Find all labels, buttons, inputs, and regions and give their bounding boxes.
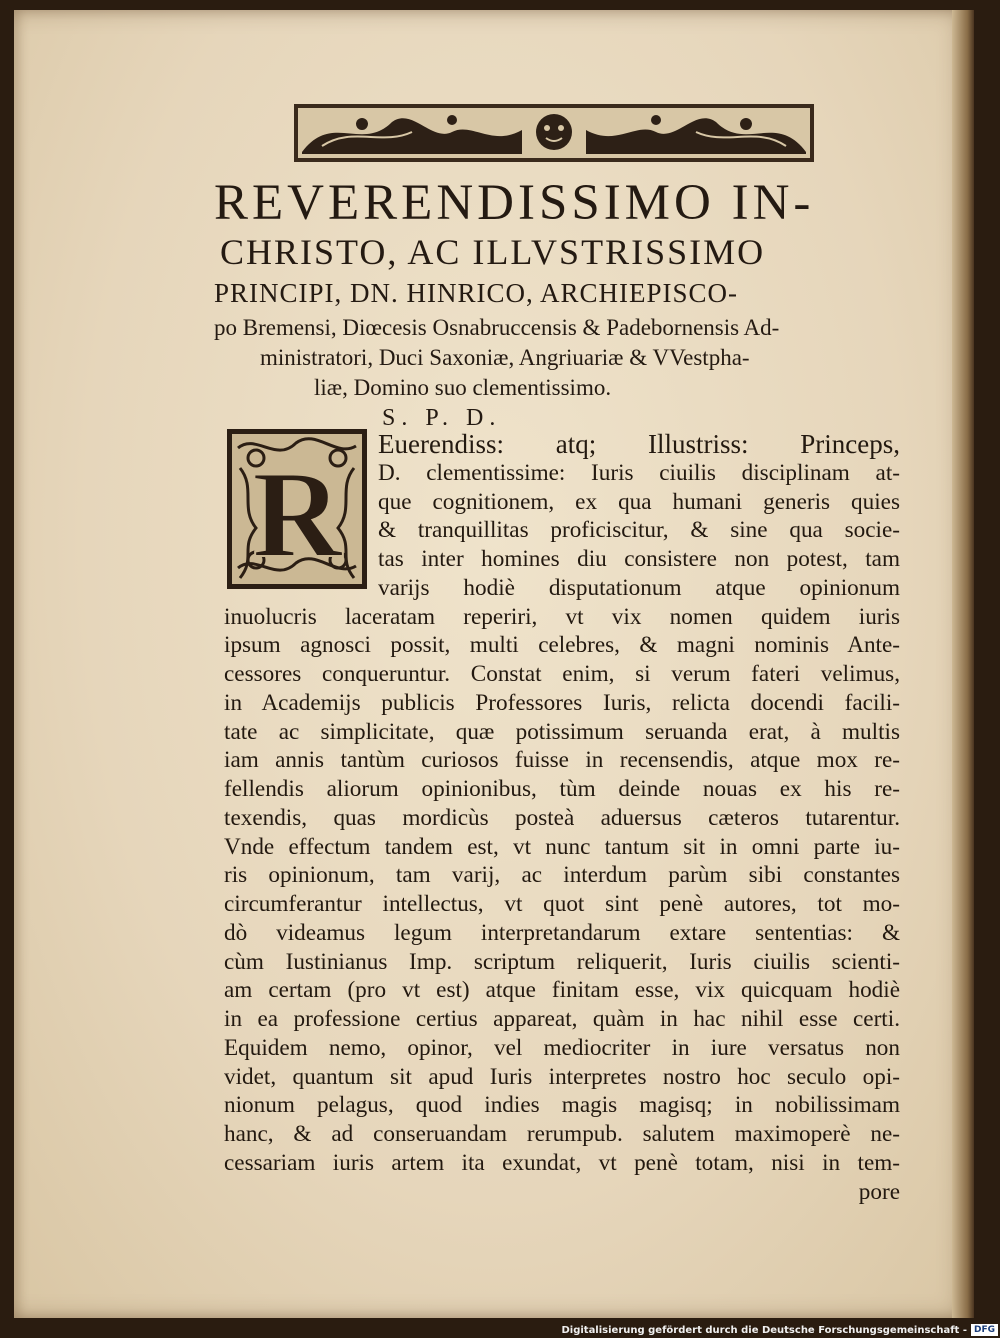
body-line: circumferantur intellectus, vt quot sint penè autores, tot mo-: [224, 891, 900, 917]
heading-line-1: REVERENDISSIMO IN-: [214, 175, 815, 231]
body-line: dò videamus legum interpretandarum extare sententias: &: [224, 919, 900, 946]
body-line: que cognitionem, ex qua humani generis quies: [378, 488, 900, 515]
body-line: cessariam iuris artem ita exundat, vt penè totam, nisi in tem-: [224, 1149, 900, 1176]
ornamental-headpiece: [292, 102, 816, 164]
heading-line-6: liæ, Domino suo clementissimo.: [314, 375, 612, 400]
body-line: D. clementissime: Iuris ciuilis disciplinam at-: [378, 459, 900, 486]
heading-line-5: ministratori, Duci Saxoniæ, Angriuariæ & VVestpha-: [260, 345, 750, 370]
initial-letter: R: [252, 446, 342, 583]
body-line: Equidem nemo, opinor, vel mediocriter in iure versatus non: [224, 1034, 900, 1061]
body-line: texendis, quas mordicùs posteà aduersus cæteros tutarentur.: [224, 804, 900, 831]
body-line: & tranquillitas proficiscitur, & sine qua socie-: [378, 517, 900, 544]
body-line: cùm Iustinianus Imp. scriptum reliquerit, Iuris ciuilis scienti-: [224, 948, 900, 975]
body-line: in ea professione certius appareat, quàm in hac nihil esse certi.: [224, 1006, 900, 1032]
body-line: fellendis aliorum opinionibus, tùm deinde nouas ex his re-: [224, 776, 900, 802]
body-line: iam annis tantùm curiosos fuisse in recensendis, atque mox re-: [224, 747, 900, 774]
body-line: varijs hodiè disputationum atque opinionum: [378, 574, 900, 601]
dfg-logo: DFG: [971, 1324, 998, 1336]
book-page: [14, 10, 974, 1318]
body-line: in Academijs publicis Professores Iuris, relicta docendi facili-: [224, 689, 900, 716]
body-line: ris opinionum, tam varij, ac interdum parùm sibi constantes: [224, 862, 900, 889]
heading-line-4: po Bremensi, Diœcesis Osnabruccensis & Padebornensis Ad-: [214, 315, 780, 340]
footer-credit-text: Digitalisierung gefördert durch die Deutsche Forschungsgemeinschaft -: [561, 1324, 967, 1336]
body-line: tas inter homines diu consistere non potest, tam: [378, 546, 900, 572]
body-line: hanc, & ad conseruandam rerumpub. salutem maximoperè ne-: [224, 1121, 900, 1147]
book-spine: [952, 10, 974, 1318]
body-line: ipsum agnosci possit, multi celebres, & magni nominis Ante-: [224, 632, 900, 659]
heading-line-3: PRINCIPI, DN. HINRICO, ARCHIEPISCO-: [214, 278, 739, 308]
body-line: inuolucris laceratam reperiri, vt vix nomen quidem iuris: [224, 603, 900, 630]
heading-line-2: CHRISTO, AC ILLVSTRISSIMO: [220, 232, 766, 272]
body-line: cessores conqueruntur. Constat enim, si verum fateri velimus,: [224, 661, 900, 687]
body-line: am certam (pro vt est) atque finitam esse, vix quicquam hodiè: [224, 977, 900, 1004]
digitization-footer: [561, 1322, 1000, 1338]
body-line: nionum pelagus, quod indies magis magisq; in nobilissimam: [224, 1092, 900, 1119]
body-line: tate ac simplicitate, quæ potissimum seruanda erat, à multis: [224, 718, 900, 745]
body-line: Vnde effectum tandem est, vt nunc tantum sit in omni parte iu-: [224, 833, 900, 860]
body-line: Euerendiss: atq; Illustriss: Princeps,: [378, 430, 900, 459]
dedication-body: [224, 430, 900, 1206]
heading-salutation: S. P. D.: [382, 405, 502, 431]
body-line: pore: [858, 1178, 900, 1205]
body-line: videt, quantum sit apud Iuris interpretes nostro hoc seculo opi-: [224, 1063, 900, 1090]
dedication-heading: [214, 175, 894, 436]
